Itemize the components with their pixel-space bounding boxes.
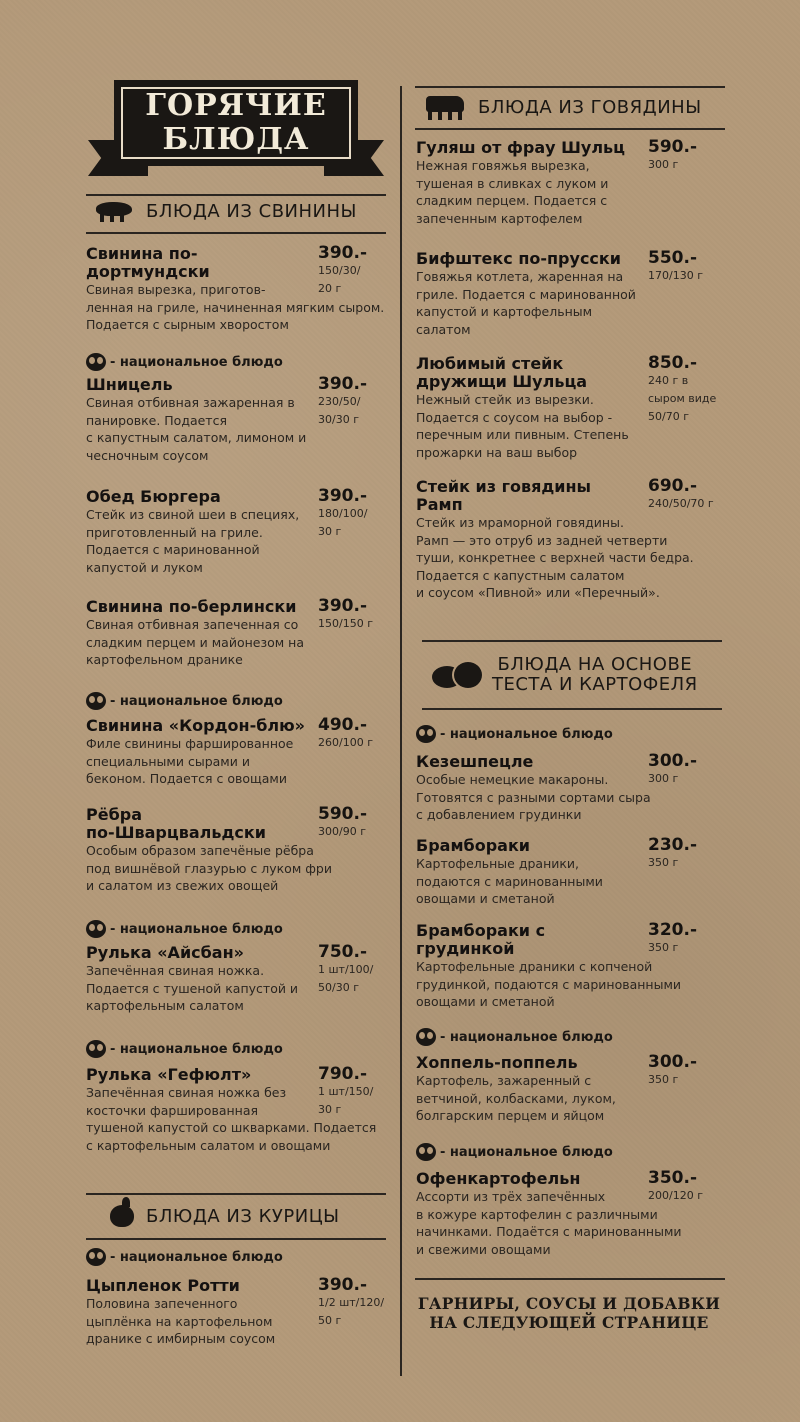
description-line: чесночным соусом xyxy=(86,447,209,463)
banner-plate xyxy=(114,80,358,166)
menu-item xyxy=(416,139,726,227)
item-description xyxy=(416,157,726,227)
item-weight: 180/100/ xyxy=(318,507,368,520)
description-line: прожарки на ваш выбор xyxy=(416,444,578,460)
item-name: Цыпленок Ротти xyxy=(86,1276,240,1295)
description-line: грудинкой, подаются с маринованными xyxy=(416,976,682,992)
national-dish-label: - национальное блюдо xyxy=(110,921,283,937)
pretzel-icon xyxy=(416,1028,436,1046)
menu-item xyxy=(86,245,396,334)
item-name-cont: по-Шварцвальдски xyxy=(86,823,266,842)
item-price: 690.- xyxy=(648,476,697,496)
description-line: Подается с капустным салатом xyxy=(416,567,625,583)
item-price: 350.- xyxy=(648,1168,697,1188)
national-dish-label: - национальное блюдо xyxy=(440,1144,613,1160)
item-weight: 50/30 г xyxy=(318,981,359,994)
dumpling-icon xyxy=(432,660,482,690)
item-weight: 350 г xyxy=(648,941,679,954)
pretzel-icon xyxy=(86,1248,106,1266)
description-line: с добавлением грудинки xyxy=(416,807,582,822)
description-line: капустой и луком xyxy=(86,559,203,575)
item-price: 590.- xyxy=(648,137,697,157)
item-weight: 300 г xyxy=(648,772,679,785)
item-weight: 30/30 г xyxy=(318,413,359,426)
item-name: Хоппель-поппель xyxy=(416,1053,578,1072)
description-line: и свежими овощами xyxy=(416,1241,551,1257)
national-dish-marker xyxy=(86,353,283,371)
item-name-cont: Рамп xyxy=(416,495,463,514)
national-dish-label: - национальное блюдо xyxy=(440,726,613,742)
description-line: Нежная говяжья вырезка, xyxy=(416,158,590,173)
national-dish-marker xyxy=(86,692,283,710)
description-line: тушеной капустой со шкварками. Подается xyxy=(86,1120,377,1135)
item-name: Свинина «Кордон-блю» xyxy=(86,716,306,735)
description-line: Свиная отбивная запеченная со xyxy=(86,617,299,632)
description-line: картофельным салатом xyxy=(86,998,244,1013)
description-line: болгарским перцем и яйцом xyxy=(416,1108,605,1123)
description-line: с капустным салатом, лимоном и xyxy=(86,430,307,445)
description-line: Картофель, зажаренный с xyxy=(416,1073,592,1088)
item-weight: 300/90 г xyxy=(318,825,366,838)
section-rule xyxy=(86,1238,386,1240)
national-dish-marker xyxy=(86,1040,283,1058)
item-name: Рулька «Гефюлт» xyxy=(86,1065,252,1084)
item-weight: 150/150 г xyxy=(318,617,373,630)
description-line: Свиная отбивная зажаренная в xyxy=(86,395,295,410)
description-line: Половина запеченного xyxy=(86,1296,238,1311)
description-line: Говяжья котлета, жаренная на xyxy=(416,269,624,284)
national-dish-marker xyxy=(416,725,613,743)
description-line: Картофельные драники, xyxy=(416,856,580,871)
item-name: Рулька «Айсбан» xyxy=(86,943,244,962)
section-header-pork: БЛЮДА ИЗ СВИНИНЫ xyxy=(92,200,357,222)
item-name: Кезешпецле xyxy=(416,752,534,771)
description-line: запеченным картофелем xyxy=(416,210,583,226)
item-weight: 260/100 г xyxy=(318,736,373,749)
item-weight: 240 г в xyxy=(648,374,689,387)
item-price: 490.- xyxy=(318,715,367,735)
hot-dishes-banner xyxy=(88,80,384,180)
description-line: косточки фаршированная xyxy=(86,1102,259,1118)
item-name-cont: грудинкой xyxy=(416,939,515,958)
menu-item xyxy=(416,837,726,908)
description-line: сладким перцем и майонезом на xyxy=(86,634,304,650)
description-line: Филе свинины фаршированное xyxy=(86,736,294,751)
item-weight: 20 г xyxy=(318,282,342,295)
chicken-icon xyxy=(108,1197,136,1235)
item-weight: 50/70 г xyxy=(648,410,689,423)
menu-item xyxy=(416,922,726,1011)
item-price: 320.- xyxy=(648,920,697,940)
item-price: 850.- xyxy=(648,353,697,373)
item-price: 790.- xyxy=(318,1064,367,1084)
description-line: салатом xyxy=(416,321,471,337)
description-line: Стейк из свиной шеи в специях, xyxy=(86,507,300,522)
section-header-dough: БЛЮДА НА ОСНОВЕ ТЕСТА И КАРТОФЕЛЯ xyxy=(432,655,698,695)
section-rule xyxy=(86,1193,386,1195)
description-line: Подается с тушеной капустой и xyxy=(86,980,299,996)
description-line: под вишнёвой глазурью с луком фри xyxy=(86,860,332,876)
item-description xyxy=(416,958,726,1011)
pig-icon xyxy=(92,200,136,222)
section-rule xyxy=(415,1278,725,1280)
item-name: Офенкартофельн xyxy=(416,1169,581,1188)
description-line: дранике с имбирным соусом xyxy=(86,1331,276,1346)
item-price: 390.- xyxy=(318,243,367,263)
description-line: картофельном дранике xyxy=(86,652,243,667)
national-dish-label: - национальное блюдо xyxy=(110,354,283,370)
item-price: 390.- xyxy=(318,1275,367,1295)
item-description xyxy=(416,514,726,602)
item-name: Свинина по-берлински xyxy=(86,597,297,616)
item-weight: 240/50/70 г xyxy=(648,497,714,510)
item-weight: 200/120 г xyxy=(648,1189,703,1202)
page-title: ГОРЯЧИЕ БЛЮДА xyxy=(145,88,327,157)
item-weight: 1/2 шт/120/ xyxy=(318,1296,385,1309)
description-line: с картофельным салатом и овощами xyxy=(86,1137,331,1153)
description-line: перечным или пивным. Степень xyxy=(416,427,629,442)
description-line: гриле. Подается с маринованной xyxy=(416,286,636,302)
pretzel-icon xyxy=(86,920,106,938)
description-line: туши, конкретнее с верхней части бедра. xyxy=(416,550,694,565)
menu-item xyxy=(86,717,396,788)
item-price: 300.- xyxy=(648,1052,697,1072)
description-line: Подается с маринованной xyxy=(86,542,260,557)
national-dish-label: - национальное блюдо xyxy=(440,1029,613,1045)
national-dish-marker xyxy=(86,920,283,938)
item-weight: 230/50/ xyxy=(318,395,361,408)
item-weight: 30 г xyxy=(318,525,342,538)
item-weight: 150/30/ xyxy=(318,264,361,277)
description-line: Свиная вырезка, приготов- xyxy=(86,282,266,297)
item-weight: 350 г xyxy=(648,1073,679,1086)
item-price: 550.- xyxy=(648,248,697,268)
section-header-chicken: БЛЮДА ИЗ КУРИЦЫ xyxy=(108,1197,340,1235)
section-rule xyxy=(422,640,722,642)
menu-item xyxy=(86,806,396,895)
item-name: Брамбораки с xyxy=(416,921,546,940)
section-rule xyxy=(415,128,725,130)
description-line: приготовленный на гриле. xyxy=(86,524,263,540)
description-line: овощами и сметаной xyxy=(416,994,555,1009)
description-line: панировке. Подается xyxy=(86,412,227,428)
description-line: Стейк из мраморной говядины. xyxy=(416,515,624,530)
item-weight: 1 шт/100/ xyxy=(318,963,374,976)
description-line: ветчиной, колбасками, луком, xyxy=(416,1090,616,1106)
pretzel-icon xyxy=(86,353,106,371)
item-description xyxy=(416,1072,726,1125)
menu-item xyxy=(416,250,726,338)
item-weight: 300 г xyxy=(648,158,679,171)
cow-icon xyxy=(422,92,468,122)
menu-item xyxy=(416,1170,726,1258)
description-line: Запечённая свиная ножка без xyxy=(86,1085,287,1100)
description-line: Нежный стейк из вырезки. xyxy=(416,392,594,407)
item-name: Стейк из говядины xyxy=(416,477,591,496)
description-line: Рамп — это отруб из задней четверти xyxy=(416,532,668,548)
section-rule xyxy=(422,708,722,710)
description-line: в кожуре картофелин с различными xyxy=(416,1206,658,1222)
item-price: 390.- xyxy=(318,486,367,506)
item-name: Бифштекс по-прусски xyxy=(416,249,621,268)
pretzel-icon xyxy=(416,1143,436,1161)
section-rule xyxy=(86,194,386,196)
item-name-cont: дортмундски xyxy=(86,262,210,281)
item-weight: 30 г xyxy=(318,1103,342,1116)
item-price: 230.- xyxy=(648,835,697,855)
menu-item xyxy=(86,598,396,669)
description-line: сладким перцем. Подается с xyxy=(416,193,608,208)
description-line: Картофельные драники с копченой xyxy=(416,959,653,974)
description-line: беконом. Подается с овощами xyxy=(86,771,287,786)
description-line: и соусом «Пивной» или «Перечный». xyxy=(416,585,660,600)
national-dish-marker xyxy=(86,1248,283,1266)
description-line: Особым образом запечёные рёбра xyxy=(86,843,314,858)
menu-item xyxy=(86,488,396,576)
item-weight: 50 г xyxy=(318,1314,342,1327)
item-price: 390.- xyxy=(318,596,367,616)
description-line: Подается с соусом на выбор - xyxy=(416,409,613,425)
section-rule xyxy=(86,232,386,234)
item-name: Брамбораки xyxy=(416,836,531,855)
description-line: капустой и картофельным xyxy=(416,304,593,319)
footer-note: ГАРНИРЫ, СОУСЫ И ДОБАВКИ НА СЛЕДУЮЩЕЙ СТРАНИЦЕ xyxy=(417,1294,721,1332)
item-description xyxy=(416,855,726,908)
national-dish-marker xyxy=(416,1028,613,1046)
description-line: тушеная в сливках с луком и xyxy=(416,175,609,191)
national-dish-label: - национальное блюдо xyxy=(110,1249,283,1265)
item-name: Шницель xyxy=(86,375,173,394)
section-rule xyxy=(415,86,725,88)
description-line: Запечённая свиная ножка. xyxy=(86,963,265,978)
menu-item xyxy=(86,1277,396,1348)
national-dish-label: - национальное блюдо xyxy=(110,1041,283,1057)
item-price: 300.- xyxy=(648,751,697,771)
section-header-beef: БЛЮДА ИЗ ГОВЯДИНЫ xyxy=(422,92,702,122)
description-line: цыплёнка на картофельном xyxy=(86,1313,273,1329)
item-name: Рёбра xyxy=(86,805,142,824)
description-line: Ассорти из трёх запечённых xyxy=(416,1189,606,1204)
description-line: Готовятся с разными сортами сыра xyxy=(416,789,651,805)
description-line: специальными сырами и xyxy=(86,753,250,769)
pretzel-icon xyxy=(86,692,106,710)
item-weight: 170/130 г xyxy=(648,269,703,282)
description-line: овощами и сметаной xyxy=(416,891,555,906)
item-description xyxy=(416,771,726,824)
item-price: 590.- xyxy=(318,804,367,824)
menu-item xyxy=(86,944,396,1015)
menu-item xyxy=(86,1066,396,1154)
menu-item xyxy=(416,753,726,824)
menu-item xyxy=(416,1054,726,1125)
national-dish-marker xyxy=(416,1143,613,1161)
menu-item xyxy=(416,355,726,461)
national-dish-label: - национальное блюдо xyxy=(110,693,283,709)
pretzel-icon xyxy=(416,725,436,743)
description-line: Подается с сырным хворостом xyxy=(86,317,289,332)
item-weight: 350 г xyxy=(648,856,679,869)
pretzel-icon xyxy=(86,1040,106,1058)
item-name: Обед Бюргера xyxy=(86,487,221,506)
item-description xyxy=(86,281,396,334)
item-price: 390.- xyxy=(318,374,367,394)
menu-item xyxy=(86,376,396,464)
item-description xyxy=(86,842,396,895)
description-line: Особые немецкие макароны. xyxy=(416,772,609,787)
description-line: начинками. Подаётся с маринованными xyxy=(416,1224,682,1239)
description-line: подаются с маринованными xyxy=(416,873,603,889)
description-line: ленная на гриле, начиненная мягким сыром. xyxy=(86,299,385,315)
item-price: 750.- xyxy=(318,942,367,962)
column-divider xyxy=(400,86,402,1376)
item-weight: сыром виде xyxy=(648,392,717,405)
menu-item xyxy=(416,478,726,602)
item-name: Гуляш от фрау Шульц xyxy=(416,138,626,157)
item-weight: 1 шт/150/ xyxy=(318,1085,374,1098)
item-name-cont: дружищи Шульца xyxy=(416,372,588,391)
item-name: Любимый стейк xyxy=(416,354,564,373)
description-line: и салатом из свежих овощей xyxy=(86,878,279,893)
item-name: Свинина по- xyxy=(86,244,198,263)
